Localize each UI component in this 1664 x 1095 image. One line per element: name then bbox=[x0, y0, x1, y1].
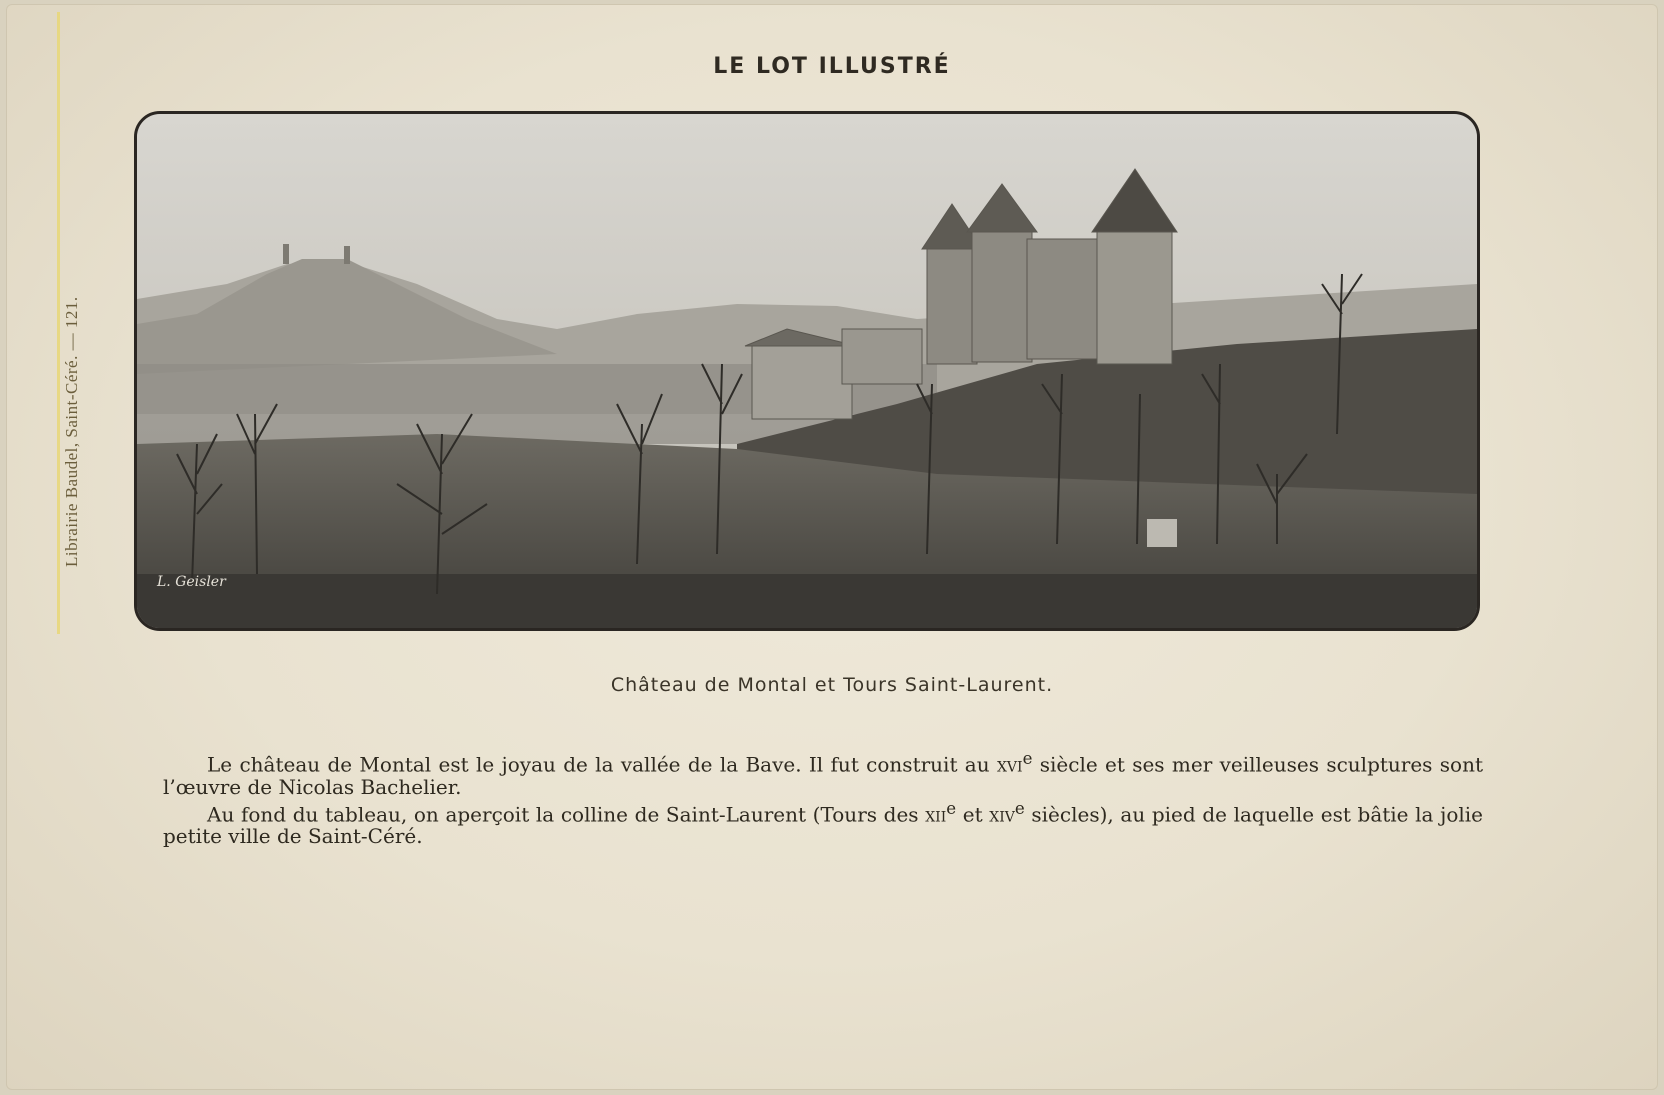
photo-caption: Château de Montal et Tours Saint-Laurent. bbox=[610, 674, 1054, 696]
photograph bbox=[134, 111, 1480, 631]
paragraph-2: Au fond du tableau, on aperçoit la colline de Saint-Laurent (Tours des xii$^e$ et xiv$^e$ siècles), au pied de laquelle est bâtie la jolie petite ville de Saint-Céré. bbox=[163, 798, 1483, 849]
paragraph-1: Le château de Montal est le joyau de la vallée de la Bave. Il fut construit au xvi$^e$ siècle et ses mer veilleuses sculptures sont l’œuvre de Nicolas Bachelier. bbox=[163, 749, 1484, 799]
postcard bbox=[6, 4, 1658, 1090]
publisher-line: Librairie Baudel, Saint-Céré. — 121. bbox=[62, 296, 81, 567]
page-title: LE LOT ILLUSTRÉ bbox=[713, 54, 951, 79]
margin-rule bbox=[57, 12, 60, 634]
chateau-photo bbox=[137, 114, 1477, 628]
description bbox=[163, 748, 1483, 847]
photo-signature: L. Geisler bbox=[157, 574, 226, 590]
